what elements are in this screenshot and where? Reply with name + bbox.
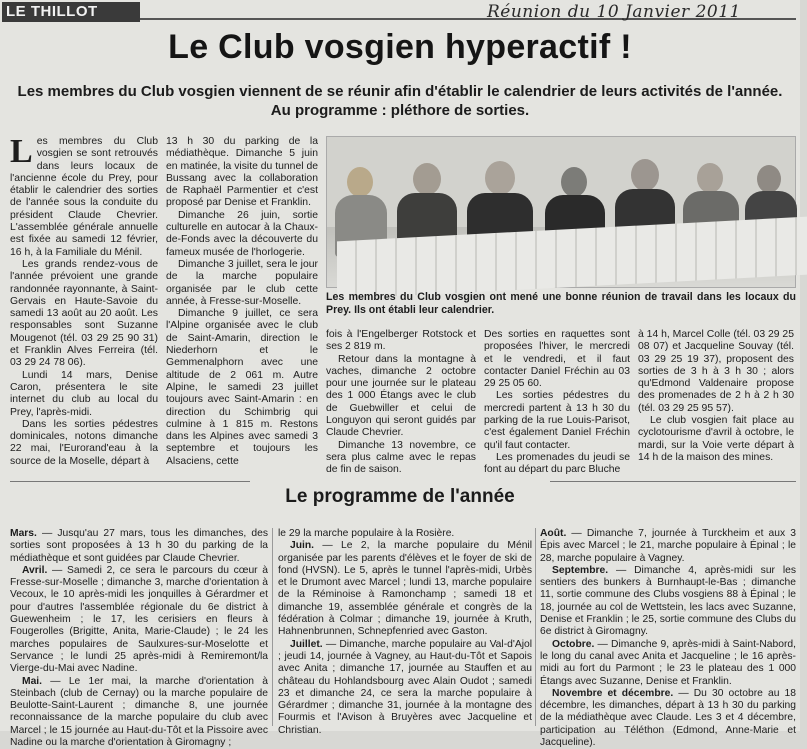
programme-month: Novembre et décembre.: [552, 687, 674, 699]
subhead-line-1: Les membres du Club vosgien viennent de se réunir afin d'établir le calendrier de leurs activités de l'année.: [17, 83, 783, 100]
article-paragraph: 13 h 30 du parking de la médiathèque. Dimanche 5 juin en matinée, la visite du tunnel de Bussang avec la collaboration de Raphaël Parmentier et c'est proposé par Denise et Franklin.: [166, 136, 318, 209]
article-column-2: [166, 136, 318, 476]
programme-entry: le 29 la marche populaire à la Rosière.: [278, 528, 455, 539]
column-rule: [535, 528, 536, 726]
programme-entry: Août. — Dimanche 7, journée à Turckheim et aux 3 Épis avec Marcel ; le 21, marche populaire à Épinal ; le 28, marche populaire à Vagney.: [540, 528, 796, 564]
article-paragraph: à 14 h, Marcel Colle (tél. 03 29 25 08 07) et Jacqueline Souvay (tél. 03 29 25 19 37), proposent des sorties de 3 h à 3 h 30 ; alors qu'Edmond Valdenaire propose des promenades de 2 h à 2 h 30 (tél. 03 29 25 95 57).: [638, 329, 794, 414]
article-paragraph: Dimanche 9 juillet, ce sera l'Alpine organisée avec le club de Saint-Amarin, direction le Niederhorn et le Gemmenalphorn avec une altitude de 2 061 m. Autre Alpine, le samedi 23 juillet toujours avec Saint-Amarin : en direction du Schimbrig qui culmine à 1 815 m. Restons dans les Alpines avec samedi 3 septembre et toujours les Alsaciens, cette: [166, 308, 318, 467]
headline: Le Club vosgien hyperactif !: [168, 28, 632, 66]
article-paragraph: Retour dans la montagne à vaches, dimanche 2 octobre pour une journée sur le plateau des 1 000 Étangs avec le club de Guebwiller et celui de Longuyon qui seront guidés par Claude Chevrier.: [326, 353, 476, 439]
section-tag: LE THILLOT: [2, 2, 140, 22]
programme-entry: Mars. — Jusqu'au 27 mars, tous les dimanches, des sorties sont proposées à 13 h 30 du parking de la médiathèque et sont guidées par Claude Chevrier.: [10, 528, 268, 564]
article-paragraph: Dimanche 13 novembre, ce sera plus calme avec le repas de fin de saison.: [326, 439, 476, 476]
article-column-5: [638, 329, 794, 479]
article-paragraph: Des sorties en raquettes sont proposées l'hiver, le mercredi et le vendredi, et il faut contacter Daniel Fréchin au 03 29 25 05 60.: [484, 329, 630, 390]
programme-entry: Avril. — Samedi 2, ce sera le parcours du cœur à Fresse-sur-Moselle ; dimanche 3, marche d'orientation à Vecoux, le 10 après-midi les jonquilles à Gérardmer et pour d'autres l'assemblée régionale du 6e district à Guewenheim ; le 17, les cerisiers en fleurs à Fougerolles (Brigitte, Anita, Marie-Claude) ; le 24 les marches populaires de Saulxures-sur-Moselotte et Servance ; le lundi 25 après-midi à Remiremont/la Vierge-du-Mai avec Nadine.: [10, 564, 268, 675]
programme-month: Septembre.: [552, 564, 609, 576]
programme-month: Mai.: [22, 675, 43, 687]
article-column-3: [326, 329, 476, 479]
subhead-line-2: Au programme : pléthore de sorties.: [270, 102, 530, 119]
article-paragraph: Lundi 14 mars, Denise Caron, présentera le site internet du club au local du Prey, l'après-midi.: [10, 369, 158, 418]
section-rule-right: [550, 481, 796, 482]
programme-entry: Octobre. — Dimanche 9, après-midi à Saint-Nabord, le long du canal avec Anita et Jacqueline ; le 16 après-midi au fort du Parmont ; le 23 le plateau des 1 000 Étangs avec Suzanne, Denise et Franklin.: [540, 638, 796, 687]
subhead: [10, 82, 790, 120]
programme-entry: Mai. — Le 1er mai, la marche d'orientation à Steinbach (club de Cernay) ou la marche populaire de Beulotte-Saint-Laurent ; dimanche 8, une journée reconnaissance de la marche populaire du club avec Marcel ; le 15 journée au Haut-du-Tôt et la Pissoire avec Nadine ou la marche d'orientation à Giromagny ;: [10, 675, 268, 749]
article-column-4: [484, 329, 630, 479]
programme-column-3: [540, 528, 796, 749]
article-paragraph: Les sorties pédestres du mercredi partent à 13 h 30 du parking de la rue Louis-Parisot, c'est également Daniel Fréchin qu'il faut contacter.: [484, 390, 630, 451]
programme-column-2: [278, 528, 532, 736]
photo-caption: Les membres du Club vosgien ont mené une bonne réunion de travail dans les locaux du Prey. Ils ont établi leur calendrier.: [326, 291, 796, 316]
drop-cap: L: [10, 133, 33, 170]
section-rule-left: [10, 481, 250, 482]
programme-entry: Juin. — Le 2, la marche populaire du Ménil organisée par les parents d'élèves et le foyer de ski de fond (HVSN). Le 5, après le tunnel l'après-midi, Urbès et le Drumont avec Marcel ; lundi 13, marche populaire de la Réminoise à Ramonchamp ; samedi 18 et dimanche 19, assemblée générale et congrès de la fédération à Colmar ; dimanche 19, journée à Kruth, Hahnenbrunnen, Schnepfenried avec Gaston.: [278, 540, 532, 638]
programme-title: Le programme de l'année: [285, 486, 515, 507]
programme-column-1: [10, 528, 268, 749]
programme-month: Mars.: [10, 528, 37, 539]
programme-entry: Novembre et décembre. — Du 30 octobre au 18 décembre, les dimanches, départ à 13 h 30 du parking de la médiathèque avec Claude. Les 3 et 4 décembre, participation au Téléthon (Edmond, Anne-Marie et Jacqueline).: [540, 687, 796, 749]
programme-month: Août.: [540, 528, 567, 539]
article-paragraph: Dimanche 3 juillet, sera le jour de la marche populaire organisée par le club cette année, à Fresse-sur-Moselle.: [166, 258, 318, 307]
programme-month: Juin.: [290, 540, 315, 552]
article-column-1: [10, 133, 158, 476]
group-photo: [326, 136, 796, 288]
article-paragraph: Dans les sorties pédestres dominicales, notons dimanche 22 mai, l'Eurorand'eau à la source de la Moselle, départ à: [10, 418, 158, 467]
handwritten-date: Réunion du 10 Janvier 2011: [487, 2, 741, 22]
article-paragraph: Dimanche 26 juin, sortie culturelle en autocar à la Chaux-de-Fonds avec la découverte du fameux musée de l'horlogerie.: [166, 209, 318, 258]
article-paragraph: fois à l'Engelberger Rotstock et ses 2 819 m.: [326, 329, 476, 353]
programme-entry: Septembre. — Dimanche 4, après-midi sur les sentiers des bunkers à Burnhaupt-le-Bas ; dimanche 11, sortie commune des Clubs vosgiens 88 à Épinal ; le 18, journée au col de Wettstein, les lacs avec Suzanne, Denise et Franklin ; le 25, sortie commune des Clubs du 6e district à Giromagny.: [540, 564, 796, 638]
article-paragraph: Les membres du Club vosgien se sont retrouvés dans leurs locaux de l'ancienne école du Prey, pour établir le calendrier des sorties de l'année sous la conduite du président Claude Chevrier. L'assemblée générale annuelle est fixée au samedi 12 février, 16 h, à la Familiale du Ménil.: [10, 133, 158, 258]
programme-month: Avril.: [22, 564, 48, 576]
programme-month: Octobre.: [552, 638, 595, 650]
programme-month: Juillet.: [290, 638, 323, 650]
article-paragraph: Les promenades du jeudi se font au départ du parc Bluche: [484, 451, 630, 476]
article-paragraph: Les grands rendez-vous de l'année prévoient une grande randonnée rayonnante, à Saint-Gervais en Haute-Savoie du samedi 13 août au 20 août. Les responsables sont Suzanne Mougenot (tél. 03 29 25 90 31) et Franklin Alves Ferreira (tél. 03 29 24 78 06).: [10, 258, 158, 369]
column-rule: [272, 528, 273, 726]
programme-entry: Juillet. — Dimanche, marche populaire au Val-d'Ajol ; jeudi 14, journée à Vagney, au Haut-du-Tôt et Sapois avec Anita ; dimanche 17, journée au Stauffen et au château du Hohlandsbourg avec Alain Oudot ; samedi 23 et dimanche 24, ce sera la marche populaire à Gérardmer ; dimanche 31, journée à la montagne des Fourmis et l'Avison à Bruyères avec Jacqueline et Christian.: [278, 638, 532, 736]
article-paragraph: Le club vosgien fait place au cyclotourisme d'avril à octobre, le mardi, sur la Voie verte départ à 14 h de la maison des mines.: [638, 415, 794, 463]
